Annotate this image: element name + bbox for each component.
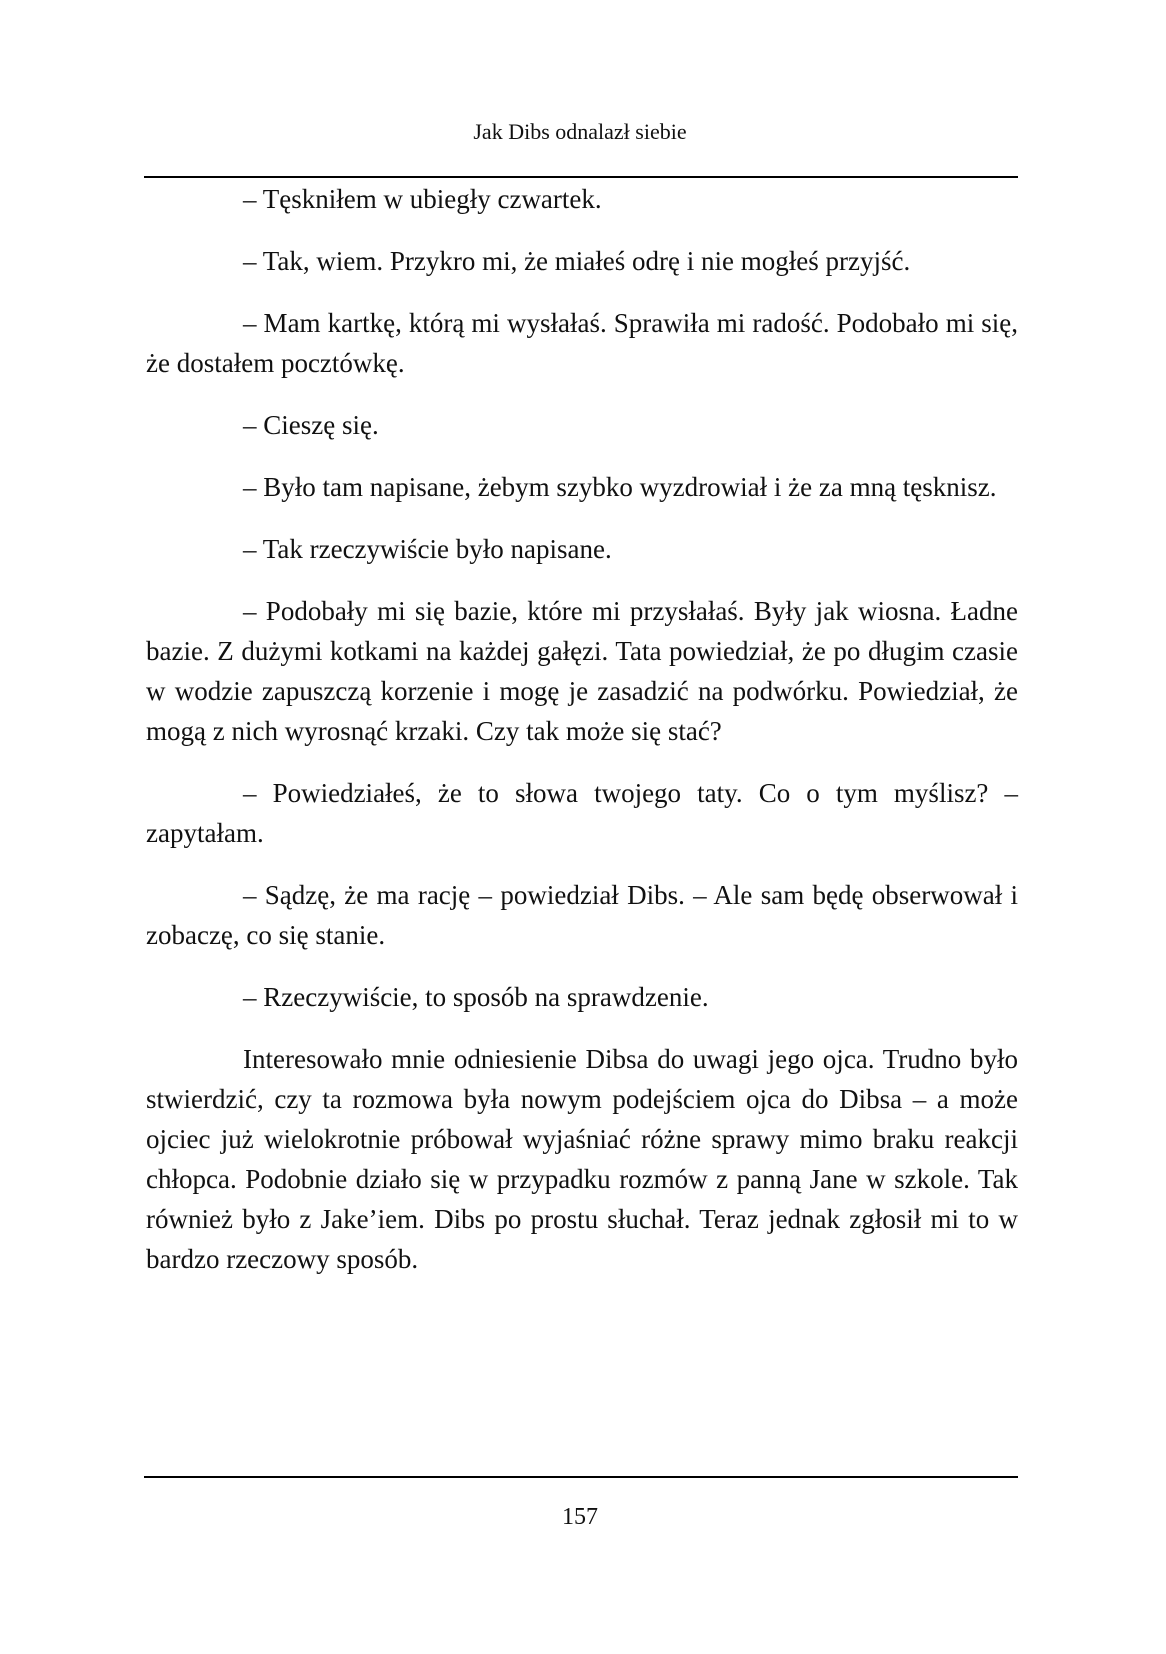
page-body [146,179,1018,1301]
paragraph: – Sądzę, że ma rację – powiedział Dibs. – Ale sam będę obserwował i zobaczę, co się stanie. [146,880,1018,950]
running-head-title: Jak Dibs odnalazł siebie [473,119,687,144]
paragraph: – Tak rzeczywiście było napisane. [243,534,612,564]
header-rule [144,176,1018,178]
paragraph: – Rzeczywiście, to sposób na sprawdzenie. [243,982,709,1012]
paragraph: – Powiedziałeś, że to słowa twojego taty. Co o tym myślisz? – zapytałam. [146,778,1018,848]
paragraph: – Podobały mi się bazie, które mi przysłałaś. Były jak wiosna. Ładne bazie. Z dużymi kotkami na każdej gałęzi. Tata powiedział, że po długim czasie w wodzie zapuszczą korzenie i mogę je zasadzić na podwórku. Powiedział, że mogą z nich wyrosnąć krzaki. Czy tak może się stać? [146,596,1018,746]
paragraph: Interesowało mnie odniesienie Dibsa do uwagi jego ojca. Trudno było stwierdzić, czy ta rozmowa była nowym podejściem ojca do Dibsa – a może ojciec już wielokrotnie próbował wyjaśniać różne sprawy mimo braku reakcji chłopca. Podobnie działo się w przypadku rozmów z panną Jane w szkole. Tak również było z Jake’iem. Dibs po prostu słuchał. Teraz jednak zgłosił mi to w bardzo rzeczowy sposób. [146,1044,1018,1274]
footer-rule [144,1476,1018,1478]
page-number: 157 [562,1504,598,1530]
paragraph: – Mam kartkę, którą mi wysłałaś. Sprawiła mi radość. Podobało mi się, że dostałem pocztówkę. [146,308,1018,378]
paragraph: – Tęskniłem w ubiegły czwartek. [243,184,602,214]
paragraph: – Cieszę się. [243,410,379,440]
paragraph: – Było tam napisane, żebym szybko wyzdrowiał i że za mną tęsknisz. [243,472,997,502]
paragraph: – Tak, wiem. Przykro mi, że miałeś odrę i nie mogłeś przyjść. [243,246,911,276]
